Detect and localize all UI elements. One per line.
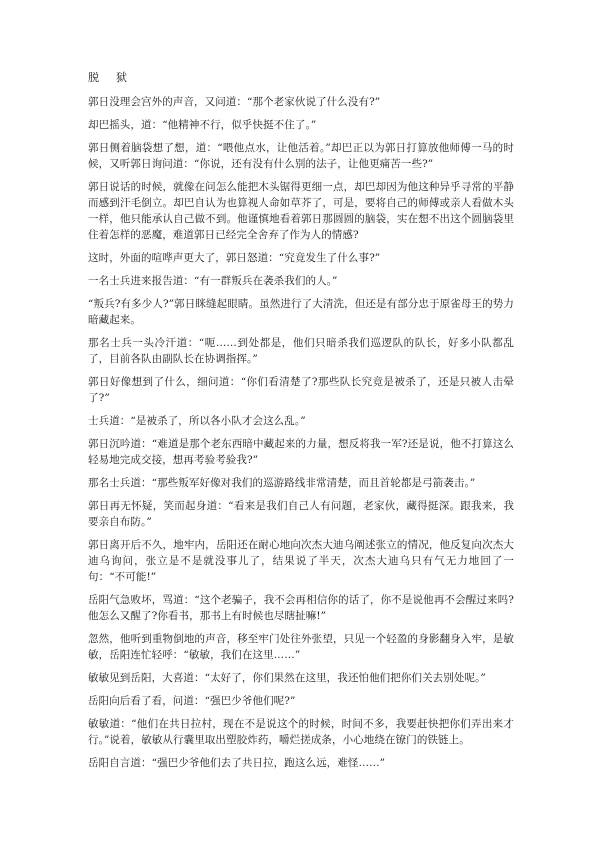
paragraph: 忽然，他听到重物倒地的声音，移至牢门处往外张望，只见一个轻盈的身影翻身入牢，是敏敏，岳阳连忙轻呼：“敏敏，我们在这里……” xyxy=(88,633,514,661)
paragraph: 郭日沉吟道：“难道是那个老东西暗中藏起来的力量，想反将我一军?还是说，他不打算这么轻易地完成交接，想再考验考验我?” xyxy=(88,438,514,466)
paragraph: 郭日好像想到了什么，细问道：“你们看清楚了?那些队长究竟是被杀了，还是只被人击晕了?” xyxy=(88,376,514,404)
paragraph: 郭日离开后不久，地牢内，岳阳还在耐心地向次杰大迪乌阐述张立的情况，他反复向次杰大迪乌询问，张立是不是就没事儿了，结果说了半天，次杰大迪乌只有气无力地回了一句：“不可能!” xyxy=(88,539,514,583)
document-page xyxy=(88,70,514,778)
paragraph: 郭日说话的时候，就像在问怎么能把木头锯得更细一点，却巴却因为他这种异乎寻常的平静而感到汗毛倒立。却巴自认为也算视人命如草芥了，可是，要将自己的师傅或亲人看做木头一样，他只能承认自己做不到。他谨慎地看着郭日那圆圆的脑袋，实在想不出这个圆脑袋里住着怎样的恶魔，难道郭日已经完全舍弃了作为人的情感? xyxy=(88,181,514,241)
paragraph: 郭日侧着脑袋想了想，道：“喂他点水，让他活着。”却巴正以为郭日打算放他师傅一马的时候，又听郭日询问道：“你说，还有没有什么别的法子，让他更痛苦一些?” xyxy=(88,142,514,170)
paragraph: “叛兵?有多少人?”郭日眯缝起眼睛。虽然进行了大清洗，但还是有部分忠于原雀母王的势力暗藏起来。 xyxy=(88,298,514,326)
chapter-title-part1: 脱 xyxy=(88,71,100,84)
paragraph: 岳阳气急败坏，骂道：“这个老骗子，我不会再相信你的话了，你不是说他再不会醒过来吗?他怎么又醒了?你看书，那书上有时候也尽瞎扯嘛!” xyxy=(88,594,514,622)
paragraph: 这时，外面的喧哗声更大了，郭日怒道：“究竟发生了什么事?” xyxy=(88,252,381,264)
paragraph: 敏敏道：“他们在共日拉村，现在不是说这个的时候，时间不多，我要赶快把你们弄出来才行。”说着，敏敏从行囊里取出塑胶炸药，嚼烂搓成条，小心地绕在镣门的铁链上。 xyxy=(88,718,514,746)
paragraph: 却巴摇头，道：“他精神不行，似乎快挺不住了。” xyxy=(88,119,317,131)
paragraph: 岳阳自言道：“强巴少爷他们去了共日拉，跑这么远，难怪……” xyxy=(88,757,386,769)
paragraph: 敏敏见到岳阳，大喜道：“太好了，你们果然在这里，我还怕他们把你们关去别处呢。” xyxy=(88,672,486,684)
paragraph: 士兵道：“是被杀了，所以各小队才会这么乱。” xyxy=(88,415,306,427)
paragraph: 郭日再无怀疑，笑而起身道：“看来是我们自己人有问题，老家伙，藏得挺深。跟我来，我要亲自布防。” xyxy=(88,500,514,528)
paragraph: 那名士兵道：“那些叛军好像对我们的巡游路线非常清楚，而且首轮都是弓箭袭击。” xyxy=(88,477,476,489)
chapter-title-part2: 狱 xyxy=(116,71,128,84)
paragraph: 一名士兵进来报告道：“有一群叛兵在袭杀我们的人。” xyxy=(88,275,338,287)
paragraph: 那名士兵一头冷汗道：“呃……到处都是，他们只暗杀我们巡逻队的队长，好多小队都乱了，目前各队由副队长在协调指挥。” xyxy=(88,337,514,365)
paragraph: 郭日没理会宫外的声音，又问道：“那个老家伙说了什么没有?” xyxy=(88,96,381,108)
paragraph: 岳阳向后看了看，问道：“强巴少爷他们呢?” xyxy=(88,695,296,707)
chapter-title xyxy=(88,70,514,85)
